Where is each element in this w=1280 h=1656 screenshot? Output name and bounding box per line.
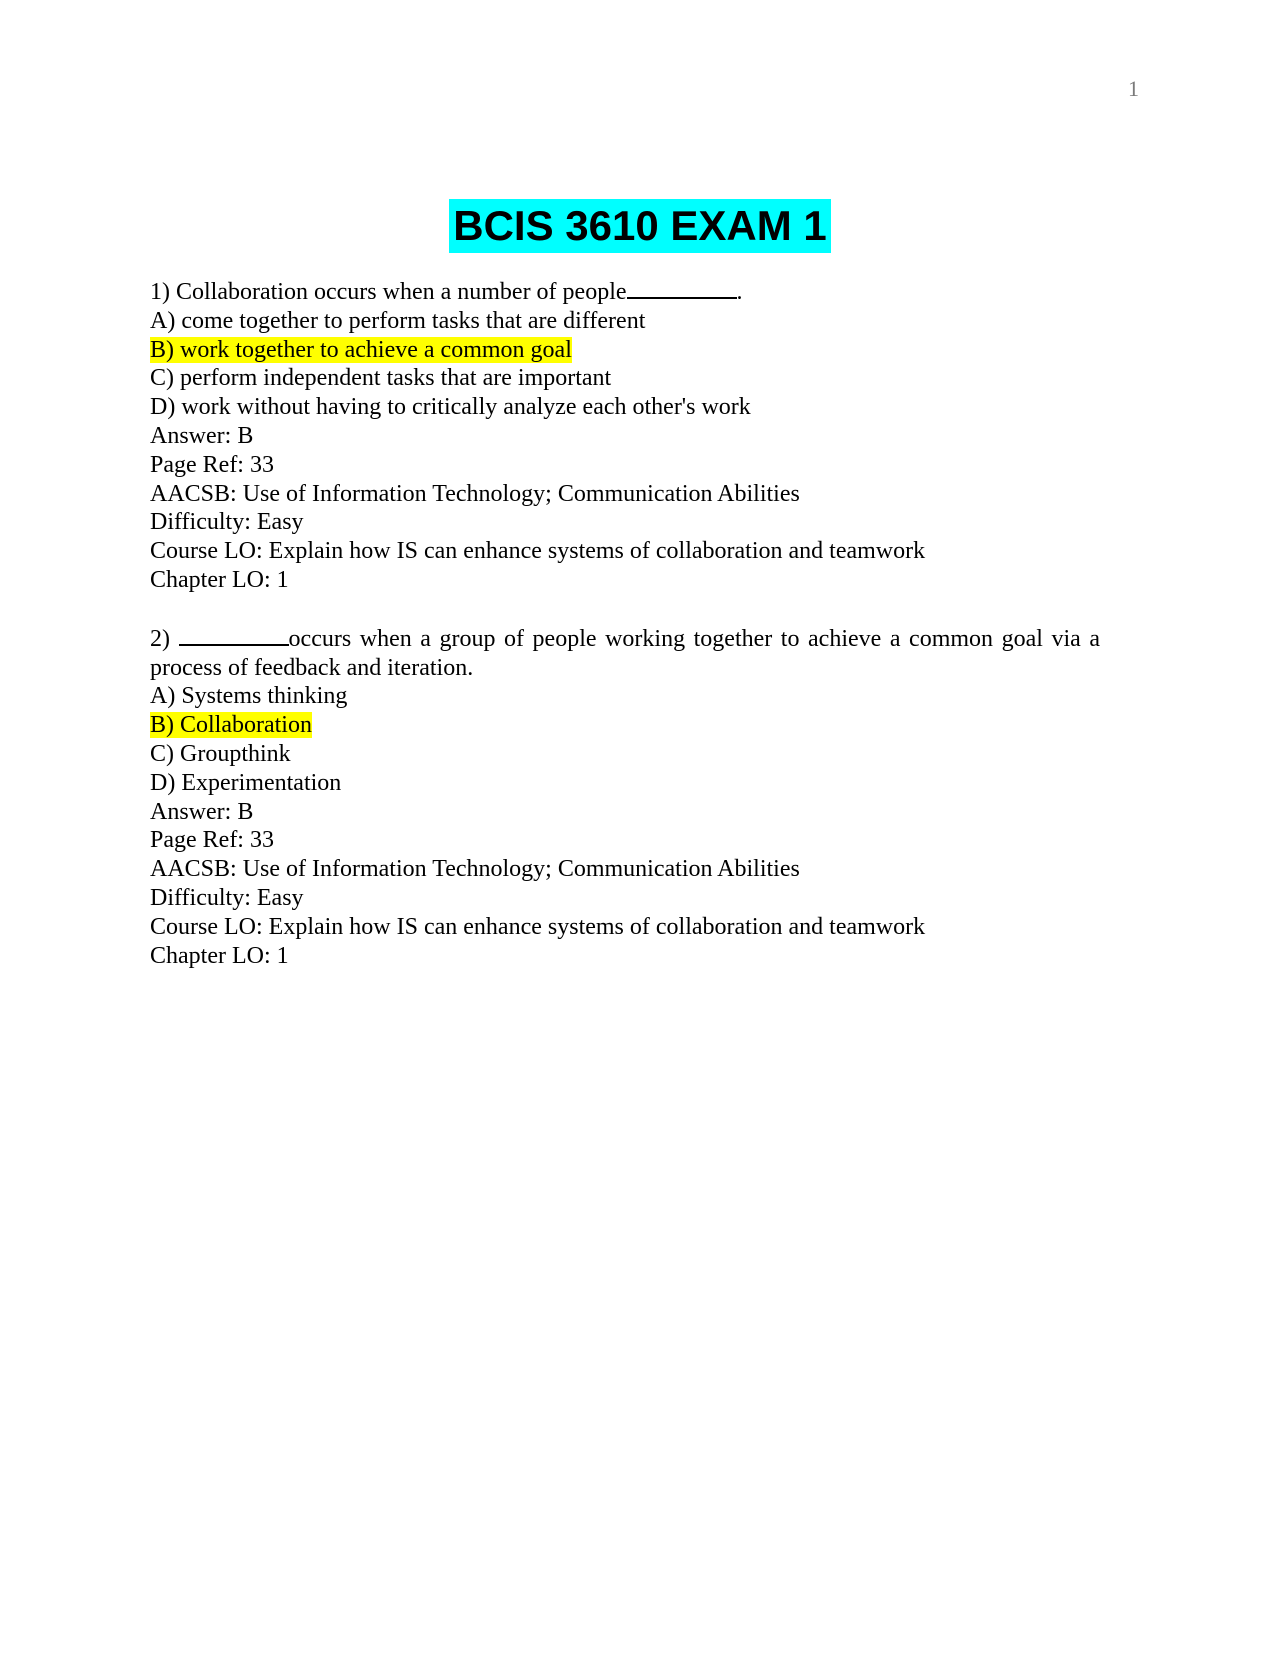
question-stem-text-end: occurs when a group of people working together to achieve a common goal via a process of feedback and iteration. xyxy=(150,625,1100,681)
course-lo: Course LO: Explain how IS can enhance systems of collaboration and teamwork xyxy=(150,913,926,940)
page-ref: Page Ref: 33 xyxy=(150,827,274,854)
question-stem-text: 2) xyxy=(150,625,179,652)
aacsb: AACSB: Use of Information Technology; Communication Abilities xyxy=(150,480,800,507)
fill-in-blank xyxy=(179,626,289,646)
difficulty: Difficulty: Easy xyxy=(150,884,304,911)
answer: Answer: B xyxy=(150,422,254,449)
difficulty: Difficulty: Easy xyxy=(150,509,304,536)
option-c: C) perform independent tasks that are important xyxy=(150,365,612,392)
option-d: D) Experimentation xyxy=(150,769,342,796)
fill-in-blank xyxy=(627,279,737,299)
question-block-2 xyxy=(150,625,1100,971)
option-d: D) work without having to critically analyze each other's work xyxy=(150,394,751,421)
question-stem-text: 1) Collaboration occurs when a number of people xyxy=(150,279,627,305)
course-lo: Course LO: Explain how IS can enhance systems of collaboration and teamwork xyxy=(150,538,926,565)
chapter-lo: Chapter LO: 1 xyxy=(150,566,289,593)
question-stem-text-end: . xyxy=(736,279,743,305)
page-number: 1 xyxy=(1128,76,1139,101)
answer: Answer: B xyxy=(150,798,254,825)
option-b-correct: B) Collaboration xyxy=(150,712,312,739)
option-a: A) come together to perform tasks that are different xyxy=(150,307,646,334)
option-c: C) Groupthink xyxy=(150,740,291,767)
question-block-1 xyxy=(150,278,1100,595)
aacsb: AACSB: Use of Information Technology; Communication Abilities xyxy=(150,856,800,883)
page-ref: Page Ref: 33 xyxy=(150,451,274,478)
question-stem xyxy=(150,625,1100,683)
document-title: BCIS 3610 EXAM 1 xyxy=(449,199,831,253)
document-body xyxy=(150,278,1100,970)
chapter-lo: Chapter LO: 1 xyxy=(150,942,289,969)
title-container xyxy=(0,199,1280,253)
option-b-correct: B) work together to achieve a common goal xyxy=(150,336,572,363)
option-a: A) Systems thinking xyxy=(150,683,348,710)
question-stem xyxy=(150,278,1100,307)
